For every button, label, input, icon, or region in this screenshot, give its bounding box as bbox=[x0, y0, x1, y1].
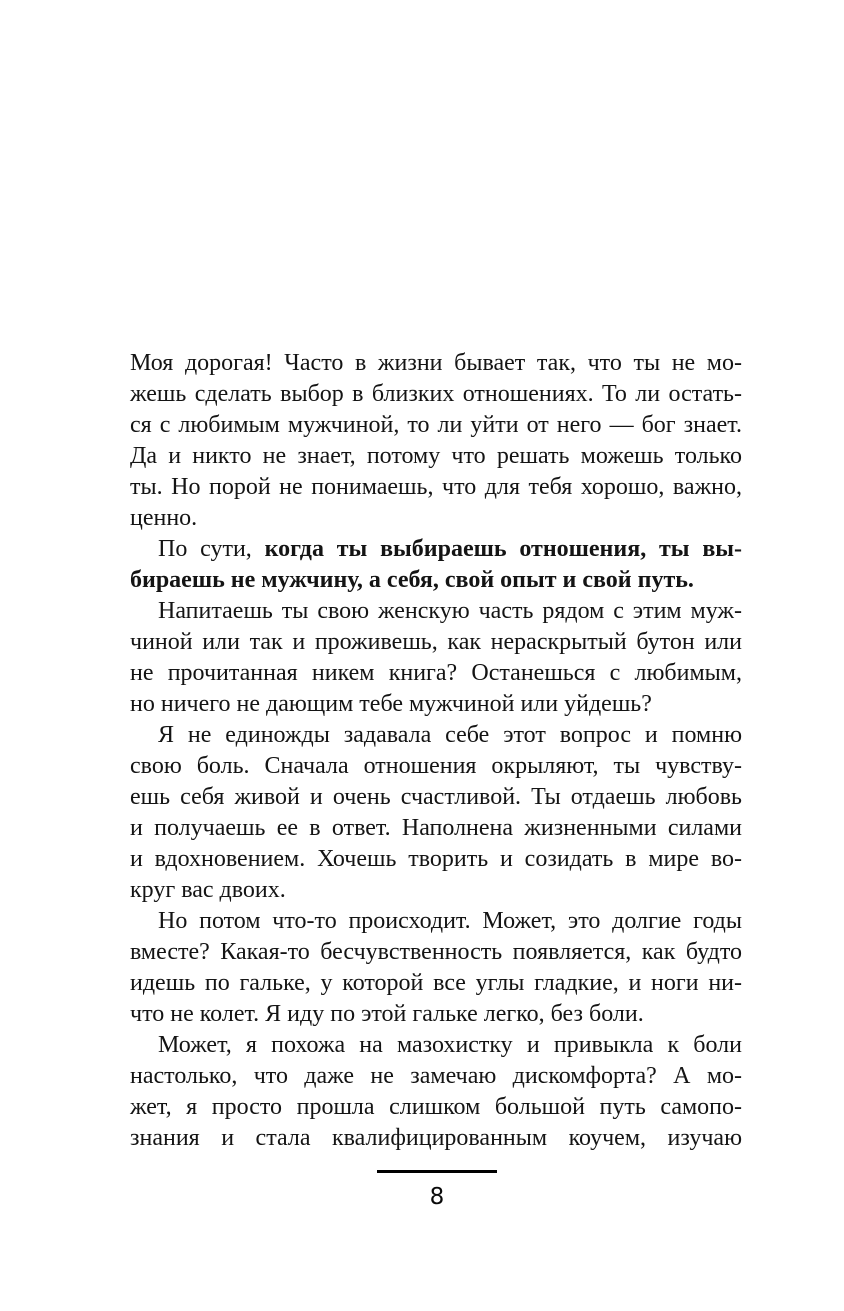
page-number: 8 bbox=[429, 1184, 445, 1210]
text-line bbox=[130, 720, 742, 751]
text-line bbox=[130, 658, 742, 689]
text-line bbox=[130, 596, 742, 627]
text-line bbox=[130, 1030, 742, 1061]
paragraph bbox=[130, 534, 742, 596]
text-line bbox=[130, 1092, 742, 1123]
text-line bbox=[130, 1123, 742, 1154]
text-line bbox=[130, 937, 742, 968]
text-line bbox=[130, 565, 742, 596]
footer-rule bbox=[377, 1170, 497, 1173]
text-line bbox=[130, 968, 742, 999]
paragraph bbox=[130, 906, 742, 1030]
text-line bbox=[130, 844, 742, 875]
text-line bbox=[130, 906, 742, 937]
text-segment: По сути, bbox=[158, 536, 265, 562]
text-segment: настолько, что даже не замечаю дискомфорта? А мо- bbox=[130, 1063, 742, 1089]
text-segment: ты. Но порой не понимаешь, что для тебя хорошо, важно, bbox=[130, 474, 742, 500]
text-line bbox=[130, 782, 742, 813]
text-line bbox=[130, 472, 742, 503]
text-segment: Но потом что-то происходит. Может, это долгие годы bbox=[158, 908, 742, 934]
text-block bbox=[130, 348, 742, 1154]
text-segment: чиной или так и проживешь, как нераскрытый бутон или bbox=[130, 629, 742, 655]
text-segment: жешь сделать выбор в близких отношениях. То ли остать- bbox=[130, 381, 742, 407]
text-segment: ценно. bbox=[130, 505, 198, 531]
text-segment: ся с любимым мужчиной, то ли уйти от него — бог знает. bbox=[130, 412, 742, 438]
bold-text-segment: бираешь не мужчину, а себя, свой опыт и свой путь. bbox=[130, 567, 694, 593]
text-segment: Напитаешь ты свою женскую часть рядом с этим муж- bbox=[158, 598, 742, 624]
text-line bbox=[130, 410, 742, 441]
text-line bbox=[130, 813, 742, 844]
text-segment: жет, я просто прошла слишком большой путь самопо- bbox=[130, 1094, 742, 1120]
paragraph bbox=[130, 596, 742, 720]
text-line bbox=[130, 441, 742, 472]
text-line bbox=[130, 751, 742, 782]
text-line bbox=[130, 534, 742, 565]
text-segment: идешь по гальке, у которой все углы гладкие, и ноги ни- bbox=[130, 970, 742, 996]
text-line bbox=[130, 999, 742, 1030]
text-line bbox=[130, 1061, 742, 1092]
paragraph bbox=[130, 720, 742, 906]
text-segment: ешь себя живой и очень счастливой. Ты отдаешь любовь bbox=[130, 784, 742, 810]
text-segment: и вдохновением. Хочешь творить и созидать в мире во- bbox=[130, 846, 742, 872]
paragraph bbox=[130, 1030, 742, 1154]
text-segment: Может, я похожа на мазохистку и привыкла к боли bbox=[158, 1032, 742, 1058]
text-segment: знания и стала квалифицированным коучем, изучаю bbox=[130, 1125, 742, 1151]
text-segment: круг вас двоих. bbox=[130, 877, 286, 903]
text-segment: свою боль. Сначала отношения окрыляют, ты чувству- bbox=[130, 753, 742, 779]
text-line bbox=[130, 689, 742, 720]
text-segment: что не колет. Я иду по этой гальке легко, без боли. bbox=[130, 1001, 644, 1027]
text-line bbox=[130, 503, 742, 534]
text-segment: Моя дорогая! Часто в жизни бывает так, что ты не мо- bbox=[130, 350, 742, 376]
text-segment: не прочитанная никем книга? Останешься с любимым, bbox=[130, 660, 742, 686]
text-segment: Да и никто не знает, потому что решать можешь только bbox=[130, 443, 742, 469]
text-segment: Я не единожды задавала себе этот вопрос и помню bbox=[158, 722, 742, 748]
text-line bbox=[130, 875, 742, 906]
bold-text-segment: когда ты выбираешь отношения, ты вы- bbox=[264, 536, 743, 562]
text-line bbox=[130, 379, 742, 410]
paragraph bbox=[130, 348, 742, 534]
text-segment: но ничего не дающим тебе мужчиной или уйдешь? bbox=[130, 691, 652, 717]
text-segment: и получаешь ее в ответ. Наполнена жизненными силами bbox=[130, 815, 742, 841]
text-line bbox=[130, 627, 742, 658]
text-segment: вместе? Какая-то бесчувственность появляется, как будто bbox=[130, 939, 742, 965]
footer bbox=[377, 1170, 497, 1210]
text-line bbox=[130, 348, 742, 379]
